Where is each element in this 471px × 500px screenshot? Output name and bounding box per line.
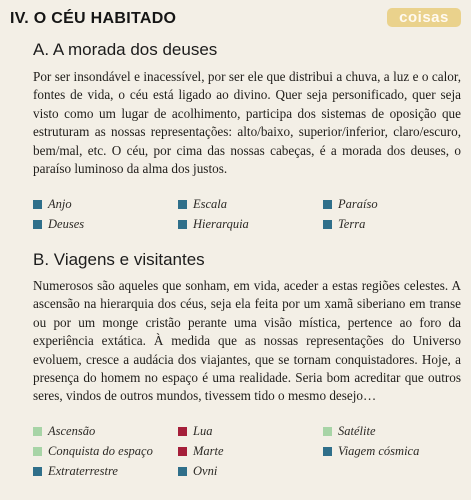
section-b-title: B. Viagens e visitantes	[33, 250, 205, 269]
topic-label: Hierarquia	[193, 216, 249, 231]
section-b-topics	[33, 422, 453, 480]
topic-viagem-cosmica[interactable]	[323, 442, 419, 460]
topic-label: Anjo	[48, 196, 72, 211]
topic-swatch	[33, 200, 42, 209]
topic-lua[interactable]	[178, 422, 212, 440]
topic-label: Lua	[193, 423, 213, 438]
chapter-title: IV. O CÉU HABITADO	[10, 10, 177, 27]
topic-swatch	[323, 447, 332, 456]
topic-swatch	[178, 447, 187, 456]
topic-paraiso[interactable]	[323, 195, 378, 213]
section-a-title: A. A morada dos deuses	[33, 40, 218, 59]
topic-label: Deuses	[48, 216, 85, 231]
topic-label: Ascensão	[48, 423, 96, 438]
coisas-badge: coisas	[387, 8, 461, 27]
topic-anjo[interactable]	[33, 195, 72, 213]
topic-ascensao[interactable]	[33, 422, 95, 440]
section-a-topics	[33, 195, 453, 235]
topic-ovni[interactable]	[178, 462, 217, 480]
topic-swatch	[178, 220, 187, 229]
topic-swatch	[323, 200, 332, 209]
topic-label: Paraíso	[338, 196, 378, 211]
section-b-text: Numerosos são aqueles que sonham, em vida, aceder a estas regiões celestes. A ascensão na hierarquia dos céus, seja ela feita por um xamã siberiano em transe ou por um monge cristão perante uma visão mística, pertence ao foro da experiência extática. À medida que as nossas representações do Universo evoluem, cresce a audácia dos viajantes, que se tornam conquistadores. Hoje, a presença do homem no espaço é uma realidade. Seria bom acreditar que outros seres, vindos de outros mundos, tivessem tido o mesmo desejo…	[33, 278, 461, 404]
topic-label: Escala	[193, 196, 228, 211]
topic-label: Viagem cósmica	[338, 443, 420, 458]
topic-swatch	[178, 467, 187, 476]
topic-marte[interactable]	[178, 442, 224, 460]
topic-label: Terra	[338, 216, 366, 231]
topic-terra[interactable]	[323, 215, 365, 233]
topic-hierarquia[interactable]	[178, 215, 249, 233]
topic-conquista-do-espaco[interactable]	[33, 442, 153, 460]
topic-escala[interactable]	[178, 195, 227, 213]
topic-swatch	[33, 427, 42, 436]
topic-swatch	[178, 427, 187, 436]
header	[10, 8, 461, 30]
topic-label: Satélite	[338, 423, 376, 438]
topic-swatch	[33, 467, 42, 476]
topic-satelite[interactable]	[323, 422, 376, 440]
topic-swatch	[323, 220, 332, 229]
topic-extraterrestre[interactable]	[33, 462, 118, 480]
section-a-text: Por ser insondável e inacessível, por ser ele que distribui a chuva, a luz e o calor, fontes de vida, o céu está ligado ao divino. Quer seja personificado, quer seja visto como um lugar de acolhimento, participa dos sistemas de oposição que estruturam as nossas representações: alto/baixo, superior/inferior, claro/escuro, bem/mal, etc. O céu, por cima das nossas cabeças, é a morada dos deuses, o paraíso luminoso da alma dos justos.	[33, 69, 461, 177]
topic-label: Conquista do espaço	[48, 443, 153, 458]
topic-swatch	[178, 200, 187, 209]
topic-swatch	[323, 427, 332, 436]
topic-label: Ovni	[193, 463, 218, 478]
topic-label: Marte	[193, 443, 224, 458]
topic-swatch	[33, 447, 42, 456]
topic-label: Extraterrestre	[48, 463, 118, 478]
topic-deuses[interactable]	[33, 215, 84, 233]
topic-swatch	[33, 220, 42, 229]
